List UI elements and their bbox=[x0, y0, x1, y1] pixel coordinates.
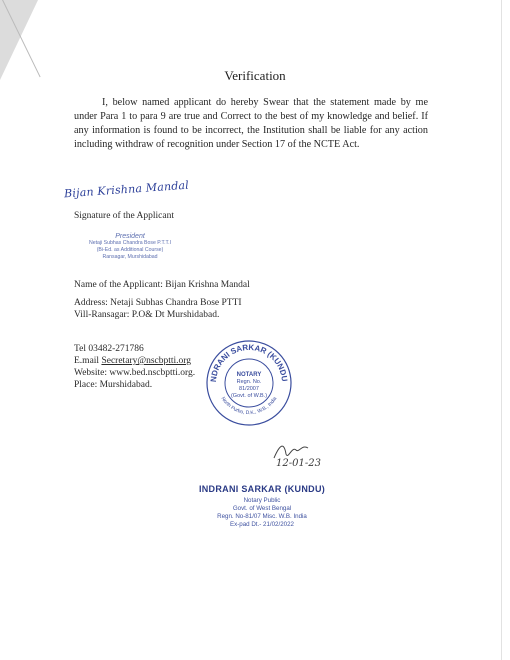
president-stamp-line: (Bi-Ed. as Additional Course) bbox=[96, 247, 164, 253]
notary-handwritten-date: 12-01-23 bbox=[276, 458, 321, 469]
applicant-handwritten-signature: Bijan Krishna Mandal bbox=[63, 178, 190, 201]
applicant-name: Name of the Applicant: Bijan Krishna Mandal bbox=[74, 280, 250, 290]
scan-edge bbox=[501, 0, 502, 660]
email-prefix: E.mail bbox=[74, 356, 102, 366]
place: Place: Murshidabad. bbox=[74, 380, 153, 390]
signature-label: Signature of the Applicant bbox=[74, 211, 174, 221]
seal-center-line: Regn. No. bbox=[236, 379, 262, 385]
notary-seal bbox=[204, 338, 294, 428]
president-stamp-line: Ransagar, Murshidabad bbox=[102, 254, 158, 260]
address-line-1: Address: Netaji Subhas Chandra Bose PTTI bbox=[74, 298, 242, 308]
notary-title: Notary Public bbox=[243, 497, 281, 504]
president-stamp-title: President bbox=[115, 233, 145, 240]
telephone: Tel 03482-271786 bbox=[74, 344, 144, 354]
notary-regn: Regn. No-81/07 Misc. W.B. India bbox=[217, 513, 307, 520]
notary-name: INDRANI SARKAR (KUNDU) bbox=[198, 484, 326, 494]
address-line-2: Vill-Ransagar: P.O& Dt Murshidabad. bbox=[74, 310, 220, 320]
notary-govt: Govt. of West Bengal bbox=[232, 505, 292, 512]
seal-center-line: NOTARY bbox=[236, 372, 262, 378]
notary-expiry: Ex-pad Dt.- 21/02/2022 bbox=[230, 521, 294, 528]
email-line bbox=[74, 356, 191, 366]
president-stamp bbox=[70, 233, 190, 261]
president-stamp-line: Netaji Subhas Chandra Bose P.T.T.I bbox=[88, 240, 172, 246]
email-link[interactable]: Secretary@nscbptti.org bbox=[101, 356, 192, 366]
document-title: Verification bbox=[224, 68, 286, 83]
seal-center-line: (Govt. of W.B.) bbox=[230, 393, 268, 399]
verification-statement bbox=[74, 96, 428, 152]
website: Website: www.bed.nscbptti.org. bbox=[74, 368, 196, 378]
seal-ring-text: NDRANI SARKAR (KUNDU bbox=[208, 342, 290, 383]
seal-ring-bottom-text: North Purbo, D.K., W.B., India bbox=[219, 395, 279, 417]
statement-text: I, below named applicant do hereby Swear that the statement made by me under Para 1 to para 9 are true and Correct to the best of my knowledge and belief. If any information is found to be incorrect, the Institution shall be liable for any action including withdraw of recognition under Section 17 of the NCTE Act. bbox=[74, 97, 428, 150]
seal-center-line: 81/2007 bbox=[239, 386, 259, 392]
